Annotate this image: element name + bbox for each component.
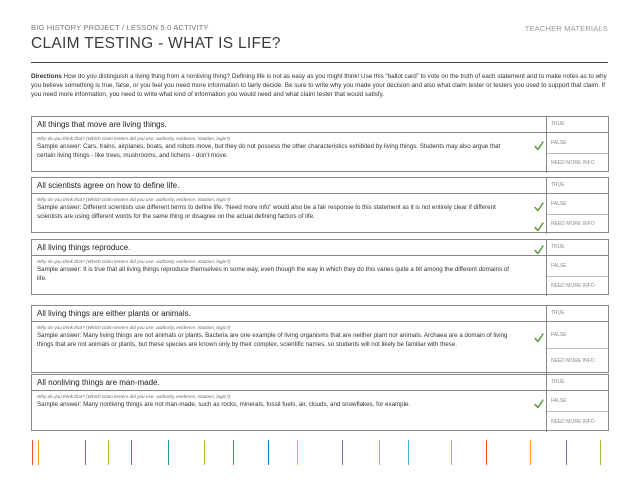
response-area[interactable] — [32, 391, 546, 432]
option-group — [546, 133, 608, 173]
option-need-more-label: NEED MORE INFO — [551, 358, 595, 365]
reason-prompt: Why do you think that? (Which claim testers did you use: authority, evidence, intuition, logic?) — [37, 197, 231, 202]
option-true-label: TRUE — [551, 244, 565, 250]
sample-answer: Sample answer: Different scientists use different terms to define life. “Need more info” would also be a fair response to this statement as it is not entirely clear if different scientists are using different words for the same thing or disagree on the actual defining factors of life. — [37, 204, 496, 220]
ballot-card — [31, 305, 609, 373]
statement-text: All living things reproduce. — [37, 243, 131, 252]
color-bar — [451, 440, 452, 465]
color-bar — [566, 440, 567, 465]
option-false[interactable] — [547, 133, 608, 153]
option-group — [546, 256, 608, 296]
option-need-more-label: NEED MORE INFO — [551, 283, 595, 290]
color-bar — [268, 440, 269, 465]
response-row — [32, 391, 608, 432]
statement-row — [32, 375, 608, 391]
ballot-card — [31, 374, 609, 431]
option-need-more-info[interactable] — [547, 411, 608, 432]
option-need-more-label: NEED MORE INFO — [551, 419, 595, 425]
sample-answer: Sample answer: It is true that all living things reproduce themselves in some way, even though the way in which they do this varies quite a bit among the different domains of life. — [37, 266, 509, 282]
color-bar — [233, 440, 234, 465]
reason-prompt: Why do you think that? (Which claim testers did you use: authority, evidence, intuition, logic?) — [37, 394, 231, 399]
color-bar — [600, 440, 601, 465]
color-bar — [131, 440, 132, 465]
option-true-label: TRUE — [551, 182, 565, 188]
color-bar — [379, 440, 380, 465]
option-false[interactable] — [547, 194, 608, 214]
statement-text: All things that move are living things. — [37, 120, 167, 129]
option-need-more-info[interactable] — [547, 153, 608, 174]
color-bar — [342, 440, 343, 465]
response-area[interactable] — [32, 322, 546, 374]
color-bar — [297, 440, 298, 465]
color-bar — [486, 440, 487, 465]
option-false-label: FALSE — [551, 262, 567, 269]
ballot-card — [31, 116, 609, 172]
checkmark-icon — [534, 330, 544, 340]
lesson-kicker: BIG HISTORY PROJECT / LESSON 5.0 ACTIVITY — [31, 23, 209, 32]
ballot-card — [31, 177, 609, 233]
statement-text: All scientists agree on how to define life. — [37, 181, 180, 190]
option-need-more-info[interactable] — [547, 214, 608, 235]
option-true[interactable] — [546, 240, 608, 255]
option-true-label: TRUE — [551, 379, 565, 385]
option-false-label: FALSE — [551, 139, 567, 146]
statement-row — [32, 306, 608, 322]
option-false-label: FALSE — [551, 398, 567, 404]
option-group — [546, 322, 608, 374]
checkmark-icon — [534, 242, 544, 252]
option-true[interactable] — [546, 178, 608, 193]
option-true[interactable] — [546, 306, 608, 321]
option-false-label: FALSE — [551, 200, 567, 207]
option-false[interactable] — [547, 322, 608, 348]
color-bar — [38, 440, 39, 465]
option-true-label: TRUE — [551, 121, 565, 127]
option-need-more-label: NEED MORE INFO — [551, 221, 595, 228]
color-bar — [204, 440, 205, 465]
option-need-more-label: NEED MORE INFO — [551, 160, 595, 167]
statement-text: All nonliving things are man-made. — [37, 378, 160, 387]
option-true[interactable] — [546, 375, 608, 390]
teacher-materials-tag: TEACHER MATERIALS — [524, 24, 608, 33]
statement-row — [32, 117, 608, 133]
sample-answer: Sample answer: Many nonliving things are not man-made, such as rocks, minerals, fossil fuels, air, clouds, and snowflakes, for example. — [37, 401, 411, 408]
response-row — [32, 322, 608, 374]
page-title: CLAIM TESTING - WHAT IS LIFE? — [31, 35, 281, 52]
page-header — [31, 23, 281, 53]
color-bar — [108, 440, 109, 465]
response-area[interactable] — [32, 133, 546, 173]
statement-row — [32, 178, 608, 194]
color-bar — [85, 440, 86, 465]
color-bar — [408, 440, 409, 465]
reason-prompt: Why do you think that? (Which claim testers did you use: authority, evidence, intuition, logic?) — [37, 325, 231, 330]
option-false[interactable] — [547, 256, 608, 276]
checkmark-icon — [534, 219, 544, 229]
response-row — [32, 256, 608, 296]
reason-prompt: Why do you think that? (Which claim testers did you use: authority, evidence, intuition, logic?) — [37, 136, 231, 141]
reason-prompt: Why do you think that? (Which claim testers did you use: authority, evidence, intuition, logic?) — [37, 259, 231, 264]
response-area[interactable] — [32, 256, 546, 296]
statement-row — [32, 240, 608, 256]
response-row — [32, 133, 608, 173]
option-group — [546, 391, 608, 432]
header-divider — [31, 62, 608, 63]
response-area[interactable] — [32, 194, 546, 234]
option-true-label: TRUE — [551, 310, 565, 316]
option-need-more-info[interactable] — [547, 348, 608, 375]
checkmark-icon — [534, 396, 544, 406]
checkmark-icon — [534, 138, 544, 148]
ballot-card — [31, 239, 609, 295]
option-false-label: FALSE — [551, 331, 567, 338]
directions-text: How do you distinguish a living thing from a nonliving thing? Defining life is not as easy as you might think! Use this “ballot card” to vote on the truth of each statement and to make notes as to why you believe something is true, false, or you feel you need more information to fairly decide. Be sure to write why you made your decision and also what claim tester or testers you used to support that claim. If you need more information, you need to write what kind of information you would need and what claim tester that would satisfy. — [31, 73, 607, 99]
option-false[interactable] — [547, 391, 608, 411]
option-need-more-info[interactable] — [547, 276, 608, 297]
color-bar — [32, 440, 33, 465]
statement-text: All living things are either plants or animals. — [37, 309, 191, 318]
decorative-color-bars — [0, 440, 638, 465]
option-group — [546, 194, 608, 234]
color-bar — [168, 440, 169, 465]
sample-answer: Sample answer: Many living things are not animals or plants. Bacteria are one example of living organisms that are neither plant nor animals. Archaea are a domain of living things that are not animals or plants, but these species are known only by their complex, scientific names, so students will not likely be familiar with these. — [37, 332, 508, 348]
response-row — [32, 194, 608, 234]
directions-paragraph — [31, 72, 609, 99]
checkmark-icon — [534, 199, 544, 209]
color-bar — [530, 440, 531, 465]
directions-label: Directions — [31, 73, 62, 80]
option-true[interactable] — [546, 117, 608, 132]
sample-answer: Sample answer: Cars, trains, airplanes, boats, and robots move, but they do not possess the other characteristics exhibited by living things. Students may also argue that certain living things - like trees, mushrooms, and lichens - don’t move. — [37, 143, 501, 159]
